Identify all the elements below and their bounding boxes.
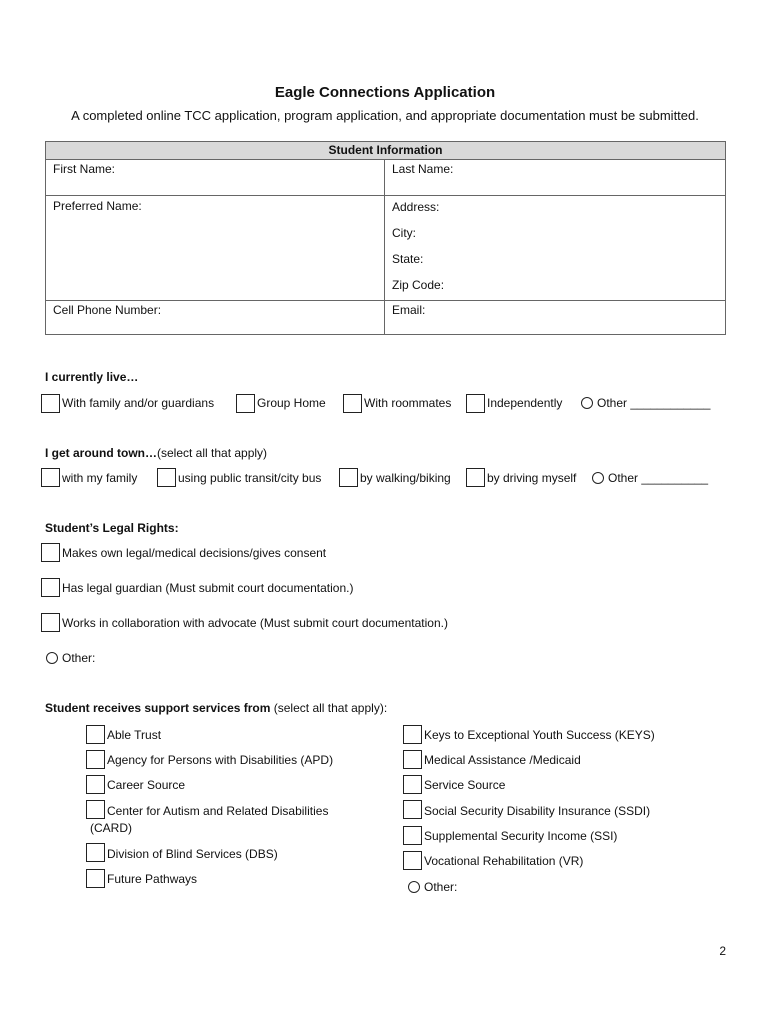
preferred-name-label: Preferred Name: bbox=[53, 199, 142, 213]
legal-guardian-checkbox[interactable] bbox=[41, 578, 60, 597]
service-career-source-label: Career Source bbox=[107, 778, 186, 792]
city-label: City: bbox=[392, 226, 416, 240]
legal-own-decisions-checkbox[interactable] bbox=[41, 543, 60, 562]
service-ssi-checkbox[interactable] bbox=[403, 826, 422, 845]
email-label: Email: bbox=[392, 303, 426, 317]
service-ssdi-checkbox[interactable] bbox=[403, 800, 422, 819]
first-name-field[interactable] bbox=[46, 160, 385, 196]
service-career-source-checkbox[interactable] bbox=[86, 775, 105, 794]
service-future-pathways-checkbox[interactable] bbox=[86, 869, 105, 888]
cell-phone-field[interactable] bbox=[46, 301, 385, 335]
living-independently-checkbox[interactable] bbox=[466, 394, 485, 413]
address-label: Address: bbox=[392, 200, 440, 214]
zip-code-label: Zip Code: bbox=[392, 278, 445, 292]
transport-heading: I get around town… bbox=[45, 446, 157, 460]
page-title: Eagle Connections Application bbox=[274, 84, 496, 101]
legal-other-label: Other: bbox=[62, 651, 96, 665]
service-service-source-checkbox[interactable] bbox=[403, 775, 422, 794]
service-medicaid-checkbox[interactable] bbox=[403, 750, 422, 769]
living-group-home-label: Group Home bbox=[257, 396, 326, 410]
service-ssi-label: Supplemental Security Income (SSI) bbox=[424, 829, 618, 843]
legal-own-decisions-label: Makes own legal/medical decisions/gives consent bbox=[62, 546, 327, 560]
service-card-label-wrap: (CARD) bbox=[90, 821, 132, 835]
legal-advocate-checkbox[interactable] bbox=[41, 613, 60, 632]
last-name-field[interactable] bbox=[385, 160, 726, 196]
service-card-label: Center for Autism and Related Disabilities bbox=[107, 804, 329, 818]
services-heading-note: (select all that apply): bbox=[273, 701, 388, 715]
legal-other-radio[interactable] bbox=[46, 652, 58, 664]
service-keys-checkbox[interactable] bbox=[403, 725, 422, 744]
transport-family-checkbox[interactable] bbox=[41, 468, 60, 487]
service-able-trust-label: Able Trust bbox=[107, 728, 162, 742]
last-name-label: Last Name: bbox=[392, 162, 454, 176]
services-heading-line bbox=[45, 701, 387, 715]
service-medicaid-label: Medical Assistance /Medicaid bbox=[424, 753, 581, 767]
living-roommates-checkbox[interactable] bbox=[343, 394, 362, 413]
transport-other-label: Other __________ bbox=[608, 471, 709, 485]
service-other-radio[interactable] bbox=[408, 881, 420, 893]
transport-driving-checkbox[interactable] bbox=[466, 468, 485, 487]
service-vr-label: Vocational Rehabilitation (VR) bbox=[424, 854, 584, 868]
service-ssdi-label: Social Security Disability Insurance (SSDI) bbox=[424, 804, 651, 818]
living-heading: I currently live… bbox=[45, 370, 139, 384]
living-other-radio[interactable] bbox=[581, 397, 593, 409]
transport-heading-note: (select all that apply) bbox=[157, 446, 268, 460]
service-service-source-label: Service Source bbox=[424, 778, 506, 792]
living-group-home-checkbox[interactable] bbox=[236, 394, 255, 413]
transport-family-label: with my family bbox=[62, 471, 138, 485]
email-field[interactable] bbox=[385, 301, 726, 335]
transport-other-radio[interactable] bbox=[592, 472, 604, 484]
service-dbs-label: Division of Blind Services (DBS) bbox=[107, 847, 278, 861]
service-dbs-checkbox[interactable] bbox=[86, 843, 105, 862]
page-number: 2 bbox=[719, 944, 726, 958]
services-heading: Student receives support services from bbox=[45, 701, 271, 715]
service-future-pathways-label: Future Pathways bbox=[107, 872, 198, 886]
living-family-checkbox[interactable] bbox=[41, 394, 60, 413]
service-vr-checkbox[interactable] bbox=[403, 851, 422, 870]
service-able-trust-checkbox[interactable] bbox=[86, 725, 105, 744]
service-keys-label: Keys to Exceptional Youth Success (KEYS) bbox=[424, 728, 655, 742]
state-label: State: bbox=[392, 252, 424, 266]
service-apd-label: Agency for Persons with Disabilities (APD) bbox=[107, 753, 334, 767]
living-independently-label: Independently bbox=[487, 396, 563, 410]
student-information-heading: Student Information bbox=[46, 142, 726, 160]
address-field[interactable] bbox=[385, 196, 726, 301]
service-apd-checkbox[interactable] bbox=[86, 750, 105, 769]
legal-guardian-label: Has legal guardian (Must submit court documentation.) bbox=[62, 581, 354, 595]
transport-transit-checkbox[interactable] bbox=[157, 468, 176, 487]
transport-transit-label: using public transit/city bus bbox=[178, 471, 322, 485]
transport-walking-label: by walking/biking bbox=[360, 471, 451, 485]
service-other-label: Other: bbox=[424, 880, 458, 894]
living-roommates-label: With roommates bbox=[364, 396, 452, 410]
preferred-name-field[interactable] bbox=[46, 196, 385, 301]
page-subtitle: A completed online TCC application, program application, and appropriate documentation must be submitted. bbox=[71, 108, 699, 123]
living-other-label: Other ____________ bbox=[597, 396, 711, 410]
transport-walking-checkbox[interactable] bbox=[339, 468, 358, 487]
cell-phone-label: Cell Phone Number: bbox=[53, 303, 162, 317]
living-family-label: With family and/or guardians bbox=[62, 396, 215, 410]
service-card-checkbox[interactable] bbox=[86, 800, 105, 819]
transport-driving-label: by driving myself bbox=[487, 471, 577, 485]
legal-advocate-label: Works in collaboration with advocate (Must submit court documentation.) bbox=[62, 616, 448, 630]
legal-heading: Student’s Legal Rights: bbox=[45, 521, 179, 535]
student-information-table bbox=[45, 141, 726, 335]
transport-heading-line bbox=[45, 446, 267, 460]
first-name-label: First Name: bbox=[53, 162, 116, 176]
